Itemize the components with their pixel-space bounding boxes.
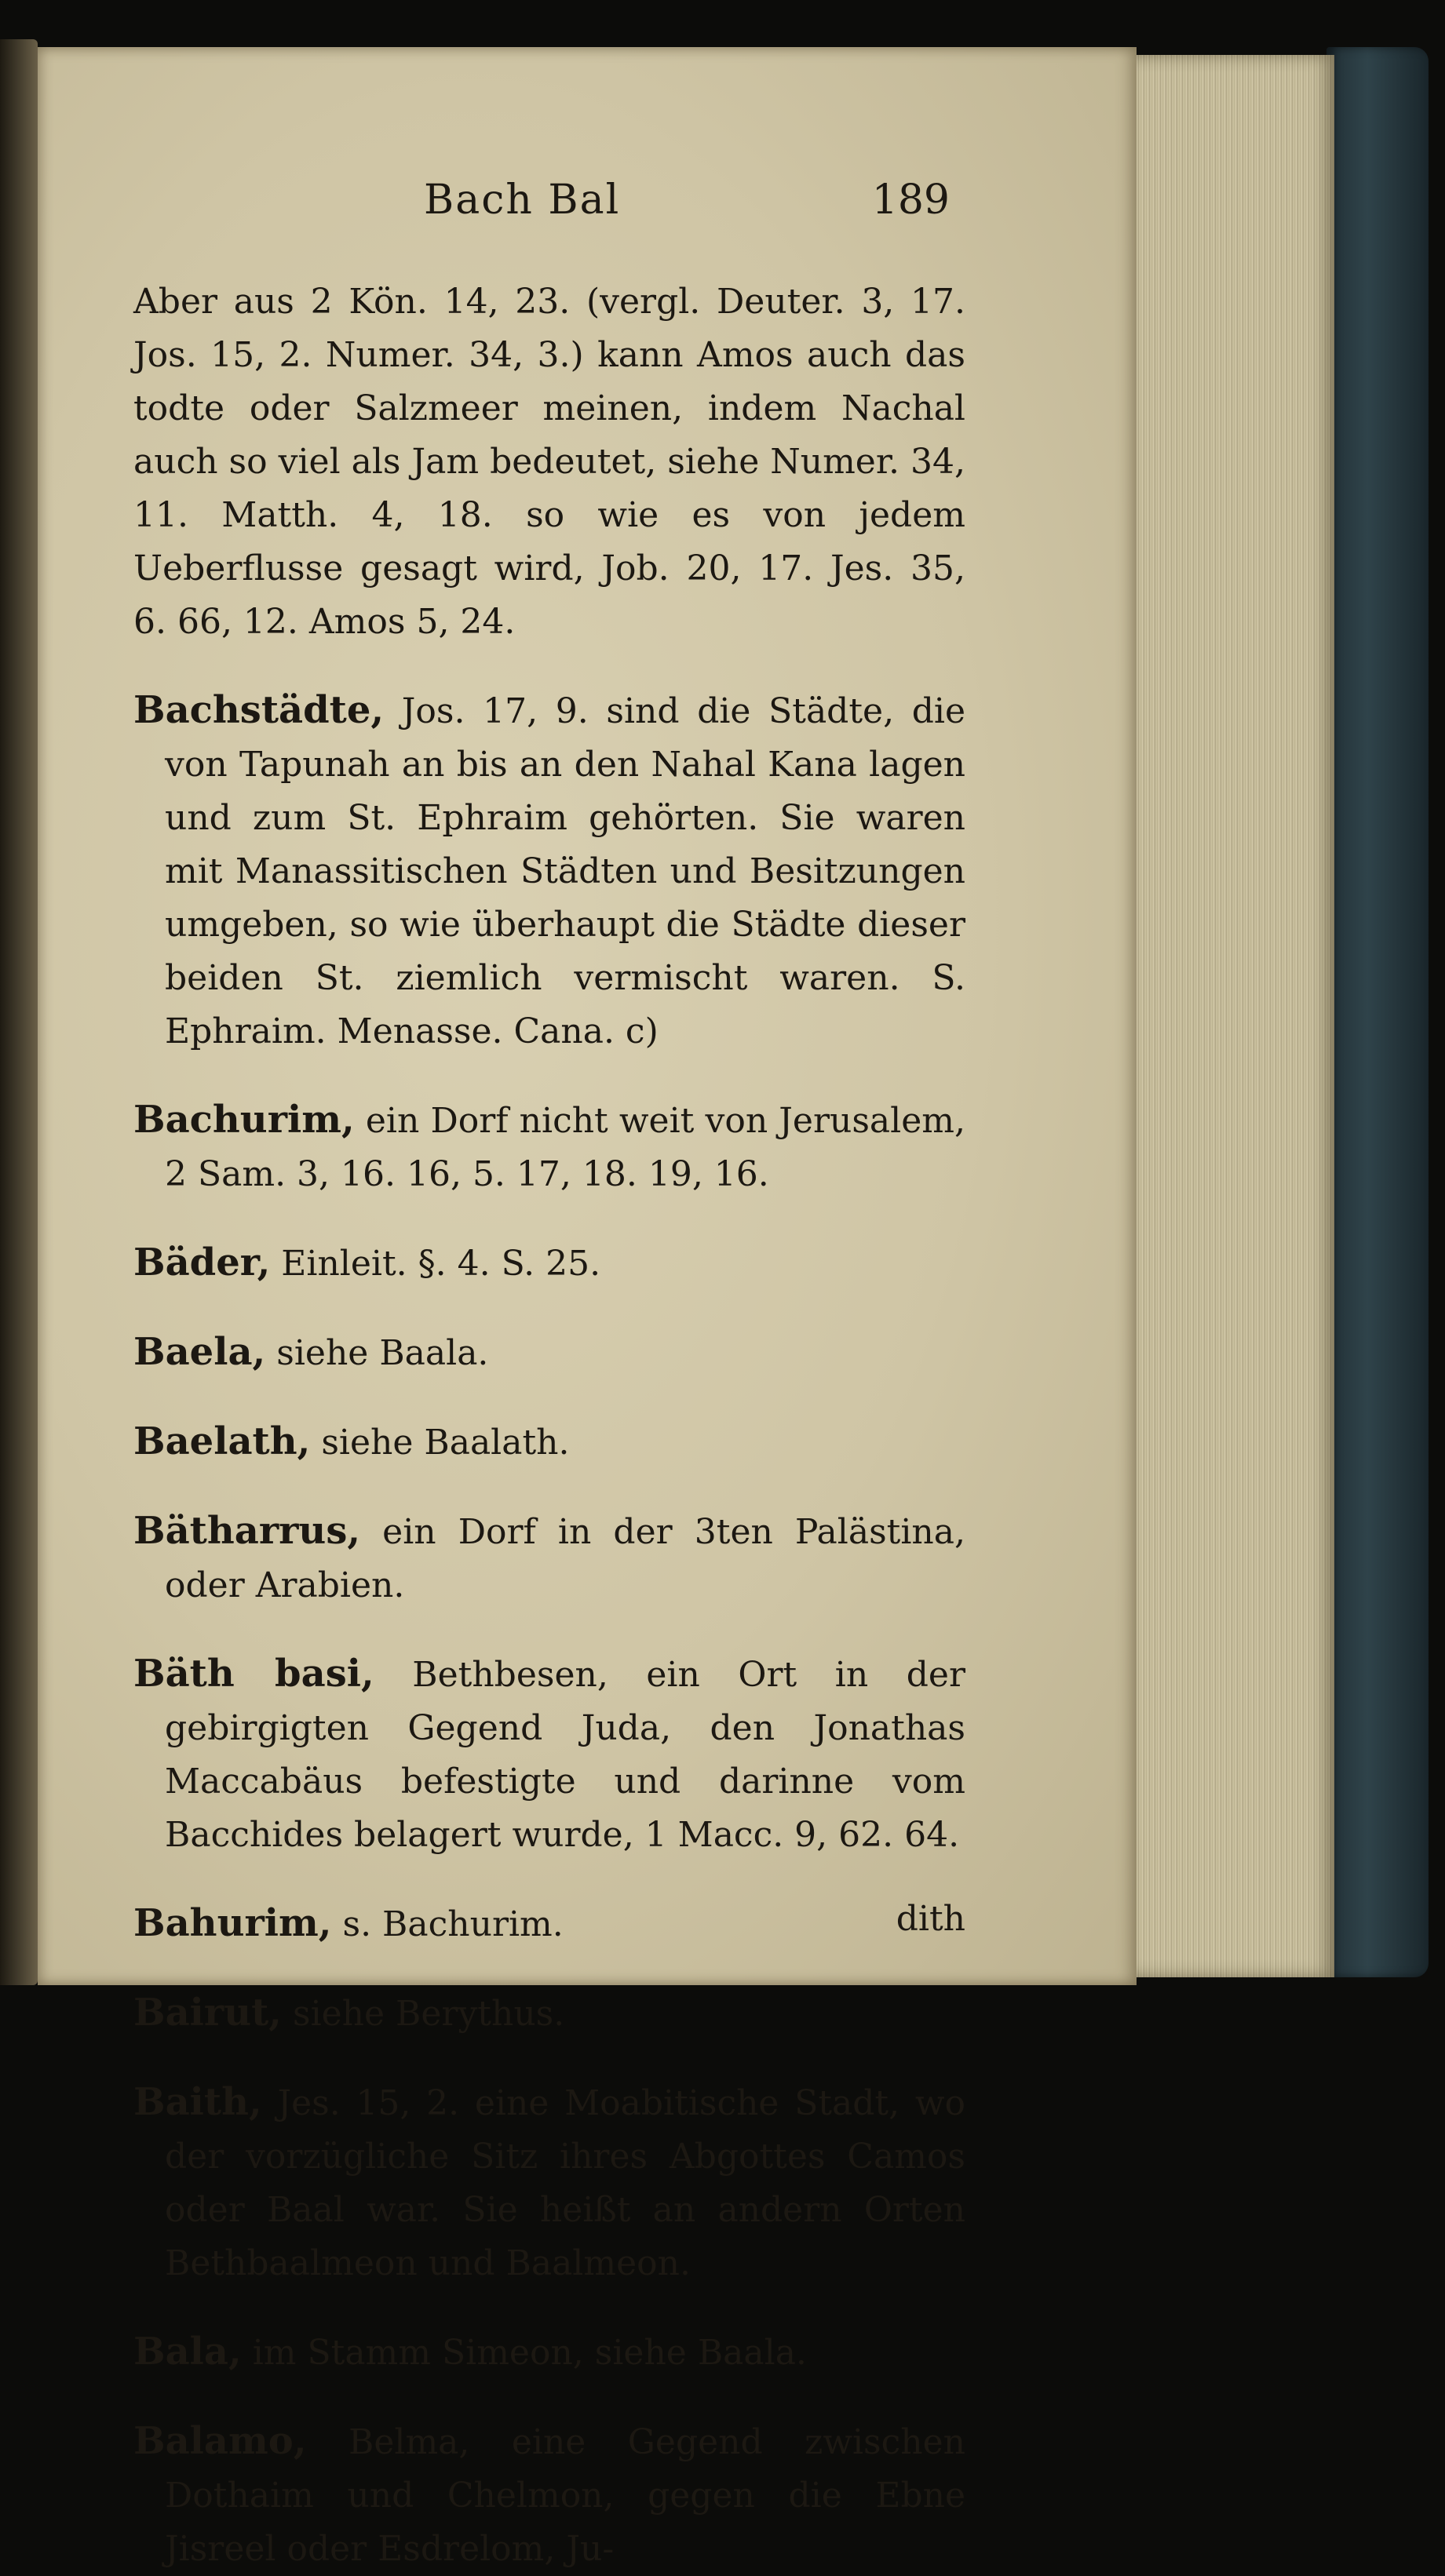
- entry-text: Bethbesen, ein Ort in der gebirgigten Gegend Juda, den Jonathas Maccabäus befestigte und darinne vom Bacchides belagert wurde, 1 Macc. 9, 62. 64.: [165, 1655, 965, 1855]
- entry-text: s. Bachurim.: [342, 1904, 564, 1944]
- entry: [133, 1415, 965, 1470]
- entry-text: siehe Baalath.: [321, 1423, 570, 1463]
- entry: [133, 2414, 965, 2576]
- entry-head: Balamo,: [133, 2419, 307, 2463]
- entry-text: Jos. 17, 9. sind die Städte, die von Tapunah an bis an den Nahal Kana lagen und zum St. Ephraim gehörten. Sie waren mit Manassitischen Städten und Besitzungen umgeben, so wie überhaupt die Städte dieser beiden St. ziemlich vermischt waren. S. Ephraim. Menasse. Cana. c): [165, 691, 965, 1051]
- entry-text: Aber aus 2 Kön. 14, 23. (vergl. Deuter. 3, 17. Jos. 15, 2. Numer. 34, 3.) kann Amos auch das todte oder Salzmeer meinen, indem Nachal auch so viel als Jam bedeutet, siehe Numer. 34, 11. Matth. 4, 18. so wie es von jedem Ueberflusse gesagt wird, Job. 20, 17. Jes. 35, 6. 66, 12. Amos 5, 24.: [133, 282, 965, 642]
- entry-head: Bahurim,: [133, 1901, 332, 1945]
- entry-text: im Stamm Simeon, siehe Baala.: [252, 2333, 807, 2373]
- entry: [133, 1647, 965, 1862]
- entries-list: [133, 274, 965, 2576]
- book-cover-spine: [1326, 47, 1429, 1977]
- entry-text: ein Dorf in der 3ten Palästina, oder Arabien.: [165, 1512, 965, 1605]
- entry-head: Bäder,: [133, 1241, 271, 1284]
- entry-head: Bachurim,: [133, 1098, 355, 1142]
- entry: [133, 1896, 965, 1951]
- entry-text: Belma, eine Gegend zwischen Dothaim und Chelmon, gegen die Ebne Jisreel oder Esdrelom, Ju-: [165, 2422, 965, 2569]
- entry-text: ein Dorf nicht weit von Jerusalem, 2 Sam. 3, 16. 16, 5. 17, 18. 19, 16.: [165, 1101, 965, 1194]
- entry: [133, 683, 965, 1058]
- entry: [133, 1093, 965, 1201]
- entry-text: siehe Baala.: [276, 1333, 489, 1373]
- page-edges: [1130, 55, 1334, 1977]
- entry-head: Baela,: [133, 1330, 266, 1374]
- entry-head: Bairut,: [133, 1991, 282, 2035]
- entry: [133, 1504, 965, 1612]
- entry-head: Bätharrus,: [133, 1509, 361, 1553]
- page-number: 189: [871, 177, 950, 224]
- entry: [133, 1325, 965, 1380]
- entry: [133, 1986, 965, 2041]
- text-block: [133, 177, 965, 2569]
- entry-head: Baith,: [133, 2080, 262, 2124]
- entry: [133, 274, 965, 649]
- header-title: Bach Bal: [424, 177, 621, 224]
- catchword: dith: [896, 1899, 965, 1939]
- entry-text: siehe Berythus.: [292, 1994, 565, 2034]
- entry-head: Baelath,: [133, 1419, 311, 1463]
- running-header: [133, 177, 965, 239]
- entry-text: Jes. 15, 2. eine Moabitische Stadt, wo der vorzügliche Sitz ihres Abgottes Camos oder Baal war. Sie heißt an andern Orten Bethbaalmeon und Baalmeon.: [165, 2083, 965, 2283]
- entry-text: Einleit. §. 4. S. 25.: [281, 1244, 601, 1284]
- entry-head: Bachstädte,: [133, 688, 385, 732]
- entry-head: Bäth basi,: [133, 1652, 374, 1696]
- entry-head: Bala,: [133, 2330, 242, 2374]
- previous-page-edge: [0, 39, 38, 1985]
- entry: [133, 2075, 965, 2290]
- entry: [133, 2325, 965, 2380]
- entry: [133, 1236, 965, 1291]
